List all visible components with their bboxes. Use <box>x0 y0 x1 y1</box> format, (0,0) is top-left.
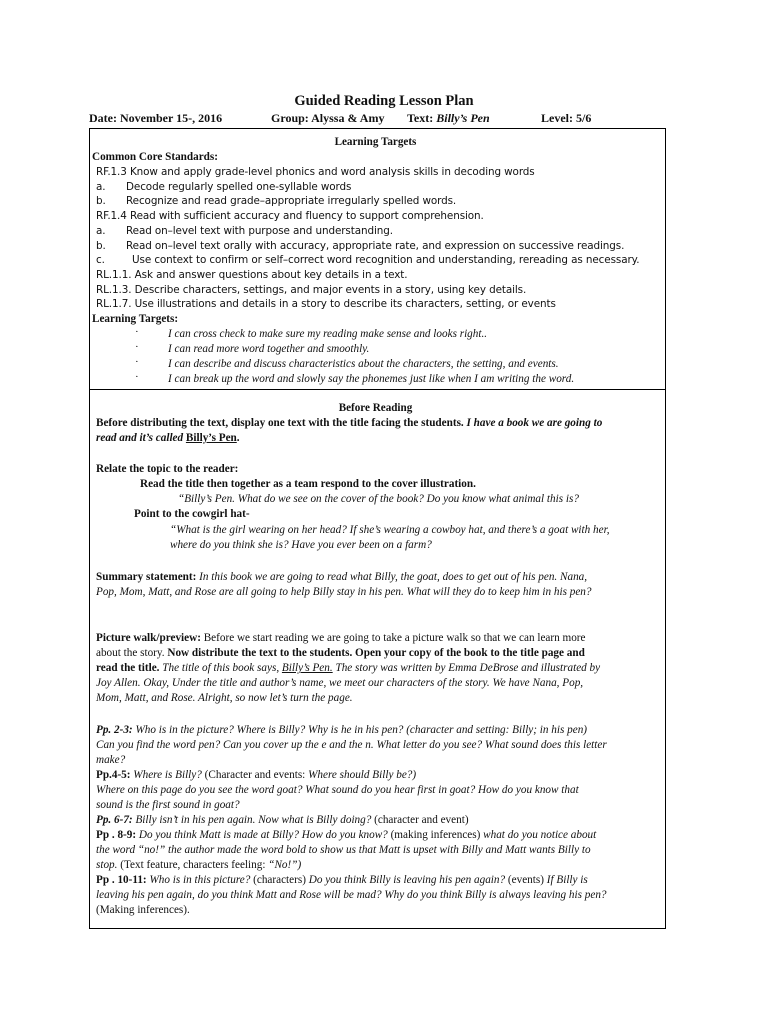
walk-line-5: Mom, Matt, and Rose. Alright, so now let’s turn the page. <box>96 692 353 704</box>
pages-2-3-line-2: Can you find the word pen? Can you cover up the e and the n. What letter do you see? What sound does this letter <box>96 739 607 751</box>
pages-6-7-line-1: Pp. 6-7: Billy isn’t in his pen again. Now what is Billy doing? (character and event) <box>96 814 469 826</box>
standard-text: RL.1.1. Ask and answer questions about key details in a text. <box>96 268 408 281</box>
point-heading: Point to the cowgirl hat- <box>134 508 250 520</box>
relate-question: “Billy’s Pen. What do we see on the cover of the book? Do you know what animal this is? <box>178 493 579 505</box>
learning-targets-subheading: Learning Targets: <box>92 313 179 325</box>
point-question-2: where do you think she is? Have you ever been on a farm? <box>170 539 432 551</box>
standard-text: RL.1.3. Describe characters, settings, and major events in a story, using key details. <box>96 283 527 296</box>
text-field <box>407 111 490 126</box>
standard-text: RL.1.7. Use illustrations and details in a story to describe its characters, setting, or events <box>96 298 556 311</box>
pages-4-5-line-2: Where on this page do you see the word goat? What sound do you hear first in goat? How do you know that <box>96 784 579 796</box>
intro-line-1: Before distributing the text, display one text with the title facing the students. I have a book we are going to <box>96 417 603 429</box>
level-label: Level: 5/6 <box>541 111 592 125</box>
bullet-icon: · <box>135 326 139 338</box>
learning-target-item: I can describe and discuss characteristics about the characters, the setting, and events. <box>168 358 559 370</box>
standard-marker: c. <box>96 254 105 267</box>
standard-text: Read on–level text with purpose and understanding. <box>126 224 393 237</box>
pages-10-11-line-3: (Making inferences). <box>96 904 190 916</box>
group-label: Group: Alyssa & Amy <box>271 111 385 125</box>
pages-2-3-line-1: Pp. 2-3: Who is in the picture? Where is Billy? Why is he in his pen? (character and setting: Billy; in his pen) <box>96 724 588 736</box>
pages-8-9-line-2: the word “no!” the author made the word bold to show us that Matt is upset with Billy and Matt wants Billy to <box>96 844 591 856</box>
standard-text: Read on–level text orally with accuracy, appropriate rate, and expression on successive readings. <box>126 239 625 252</box>
standard-text: Use context to confirm or self–correct word recognition and understanding, rereading as necessary. <box>132 254 640 267</box>
date-label: Date: November 15-, 2016 <box>89 111 223 125</box>
standard-text: RF.1.3 Know and apply grade-level phonics and word analysis skills in decoding words <box>96 166 535 178</box>
before-reading-heading: Before Reading <box>338 402 413 414</box>
learning-target-item: I can cross check to make sure my reading make sense and looks right.. <box>168 328 488 340</box>
pages-2-3-line-3: make? <box>96 754 126 766</box>
before-reading-section <box>89 390 666 929</box>
bullet-icon: · <box>135 356 139 368</box>
bullet-icon: · <box>135 371 139 383</box>
point-question-1: “What is the girl wearing on her head? If she’s wearing a cowboy hat, and there’s a goat with her, <box>170 524 610 536</box>
standard-text: RF.1.4 Read with sufficient accuracy and fluency to support comprehension. <box>96 210 484 223</box>
standard-marker: a. <box>96 180 106 193</box>
learning-targets-heading: Learning Targets <box>334 136 417 148</box>
lesson-plan-title: Guided Reading Lesson Plan <box>294 93 474 109</box>
standard-marker: b. <box>96 239 106 252</box>
relate-subheading: Read the title then together as a team respond to the cover illustration. <box>140 478 476 490</box>
standard-marker: b. <box>96 195 106 208</box>
learning-target-item: I can read more word together and smoothly. <box>168 343 370 355</box>
walk-line-4: Joy Allen. Okay, Under the title and author’s name, we meet our characters of the story. We have Nana, Pop, <box>96 677 584 689</box>
relate-heading: Relate the topic to the reader: <box>96 463 239 475</box>
pages-10-11-line-1: Pp . 10-11: Who is in this picture? (characters) Do you think Billy is leaving his pen again? (events) If Billy is <box>96 874 588 886</box>
text-label: Text: <box>407 111 434 125</box>
standard-marker: a. <box>96 224 106 237</box>
summary-line-1: Summary statement: In this book we are going to read what Billy, the goat, does to get out of his pen. Nana, <box>96 571 588 583</box>
common-core-heading: Common Core Standards: <box>92 151 218 163</box>
learning-targets-section <box>89 128 666 390</box>
learning-target-item: I can break up the word and slowly say the phonemes just like when I am writing the word. <box>168 373 575 385</box>
walk-line-2: about the story. Now distribute the text to the students. Open your copy of the book to the title page and <box>96 647 585 659</box>
standard-text: Decode regularly spelled one-syllable words <box>126 180 352 193</box>
pages-4-5-line-3: sound is the first sound in goat? <box>96 799 240 811</box>
text-value: Billy’s Pen <box>436 111 490 125</box>
standard-text: Recognize and read grade–appropriate irregularly spelled words. <box>126 195 457 208</box>
walk-line-3: read the title. The title of this book says, Billy’s Pen. The story was written by Emma DeBrose and illustrated by <box>96 662 601 674</box>
pages-4-5-line-1: Pp.4-5: Where is Billy? (Character and events: Where should Billy be?) <box>96 769 417 781</box>
bullet-icon: · <box>135 341 139 353</box>
pages-10-11-line-2: leaving his pen again, do you think Matt and Rose will be mad? Why do you think Billy is always leaving his pen? <box>96 889 607 901</box>
pages-8-9-line-1: Pp . 8-9: Do you think Matt is made at Billy? How do you know? (making inferences) what do you notice about <box>96 829 597 841</box>
book-title: Billy’s Pen <box>185 432 237 444</box>
walk-line-1: Picture walk/preview: Before we start reading we are going to take a picture walk so that we can learn more <box>96 632 586 644</box>
pages-8-9-line-3: stop. (Text feature, characters feeling: “No!”) <box>96 859 302 871</box>
intro-line-2: read and it’s called Billy’s Pen. <box>96 432 240 444</box>
summary-line-2: Pop, Mom, Matt, and Rose are all going to help Billy stay in his pen. What will they do to keep him in his pen? <box>96 586 592 598</box>
